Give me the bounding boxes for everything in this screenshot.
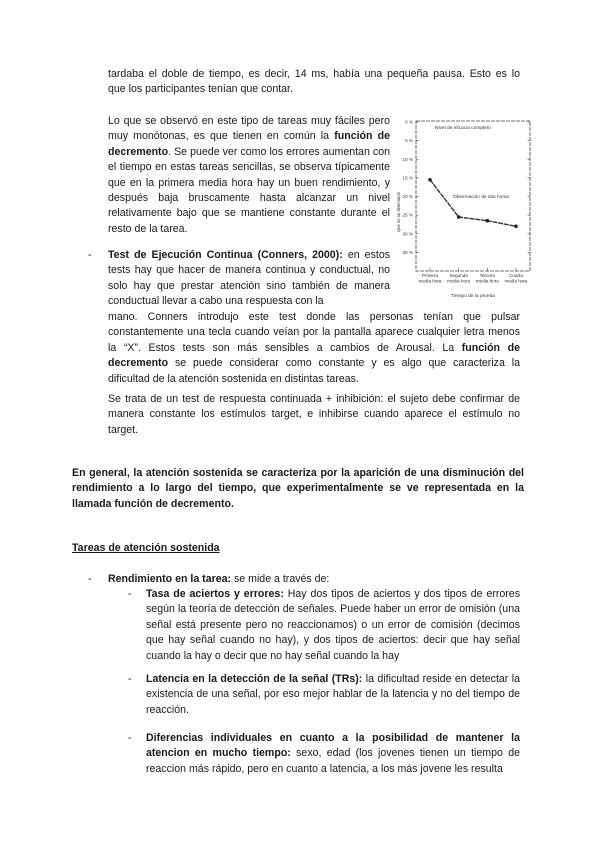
y-tick-label: 35 % [402,249,413,255]
data-point [457,215,461,219]
intro-line-2: que los participantes tenían que contar. [108,83,293,96]
x-tick-label: media hora [475,278,499,284]
bold-term: función de decremento [108,130,390,158]
list-subitem-diferencias [146,731,520,777]
data-point [486,219,490,223]
x-tick-label: Segunda [449,273,468,278]
y-axis-label: Que no se detectaron [396,191,401,233]
paragraph-inhibition: Se trata de un test de respuesta continuada + inhibición: el sujeto debe confirmar de manera constante los estímulos target, e inhibirse cuando aparece el estímulo no target. [108,393,520,436]
bold-term: Diferencias individuales en cuanto a la posibilidad de mantener la atencion en mucho tiempo: [146,732,520,760]
test-item-narrow [108,248,390,310]
text: la dificultad reside en detectar la existencia de una señal, por eso mejor hablar de la latencia y no del tiempo de reacción. [146,673,520,716]
bullet-dash: - [128,673,132,685]
x-tick-label: Tercera [479,273,495,278]
y-tick-label: 15 % [402,175,413,181]
y-tick-label: 0 % [405,119,413,125]
annotation-two-hours: Observación de dos horas [453,195,509,200]
text: se puede considerar como constante y es algo que caracteriza la dificultad de la atención sostenida en distintas tareas. [108,357,520,385]
x-tick-label: media hora [447,278,471,284]
data-point [428,178,432,182]
bullet-dash: - [88,249,92,261]
text: mano. Conners introdujo este test donde las personas tenían que pulsar constantemente una tecla cuando veían por la pantalla aparece cualquier letra menos la “X”. Estos tests son más sensibles a cambios de Arousal. La [108,311,520,354]
list-subitem-tasa [146,587,520,664]
list-item-rendimiento [108,572,520,587]
bold-term: Latencia en la detección de la señal (TRs): [146,673,363,685]
annotation-full-efficacy: Nivel de eficacia completo [435,126,491,131]
text: en estos tests hay que hacer de manera continua y conductual, no solo hay que prestar atención sino también de manera conductual llevar a cabo una respuesta con la [108,249,391,308]
bullet-dash: - [88,573,92,585]
x-tick-label: Primera [421,273,439,278]
text: Hay dos tipos de aciertos y dos tipos de errores según la teoría de detección de señales. Puede haber un error de omisión (una señal está presente pero no reaccionamos) o un error de comisión (decimos que hay señal cuando no hay), y dos tipos de aciertos: decir que hay señal cuando la hay o decir que no hay señal cuando la hay [146,588,520,662]
text: se mide a través de: [231,573,330,585]
bullet-dash: - [128,732,132,744]
data-point [514,225,518,229]
test-item-wide [108,310,520,387]
text: sexo, edad (los jovenes tienen un tiempo de reaccion más rápido, pero en cuanto a latencia, a los más jovene les resulta [146,747,520,775]
summary-paragraph: En general, la atención sostenida se caracteriza por la aparición de una disminución del rendimiento a lo largo del tiempo, que experimentalmente se ve representada en la llamada función de decremento. [72,467,524,510]
y-tick-label: 25 % [402,212,413,218]
bold-term: Test de Ejecución Continua (Conners, 2000): [108,249,343,261]
section-title: Tareas de atención sostenida [72,542,220,554]
list-subitem-latencia [146,672,520,718]
x-tick-label: media hora [504,278,528,284]
bullet-dash: - [128,588,132,600]
paragraph-decrement [108,114,390,237]
y-tick-label: 10 % [402,156,413,162]
bold-term: Rendimiento en la tarea: [108,573,232,585]
text: Lo que se observó en este tipo de tareas muy fáciles pero muy monótonas, es que tienen en común la [108,115,390,143]
y-tick-label: 20 % [402,194,413,200]
y-tick-label: 30 % [402,231,413,237]
decrement-function-chart [393,112,539,304]
intro-line-1: tardaba el doble de tiempo, es decir, 14 ms, había una pequeña pausa. Esto es lo [108,68,520,80]
x-axis-label: Tiempo de la prueba [451,294,495,299]
text: . Se puede ver como los errores aumentan con el tiempo en estas tareas sencillas, se observa típicamente que en la primera media hora hay un buen rendimiento, y después baja bruscamente hasta alcanzar un nivel relativamente bajo que se mantiene constante durante el resto de la tarea. [108,145,390,235]
x-tick-label: Cuarta [509,273,523,278]
bold-term: Tasa de aciertos y errores: [146,588,284,600]
bold-term: función de decremento [108,341,520,370]
series-line [430,180,516,227]
x-tick-label: media hora [418,278,442,284]
paragraph-intro [108,67,520,98]
y-tick-label: 5 % [405,138,413,144]
